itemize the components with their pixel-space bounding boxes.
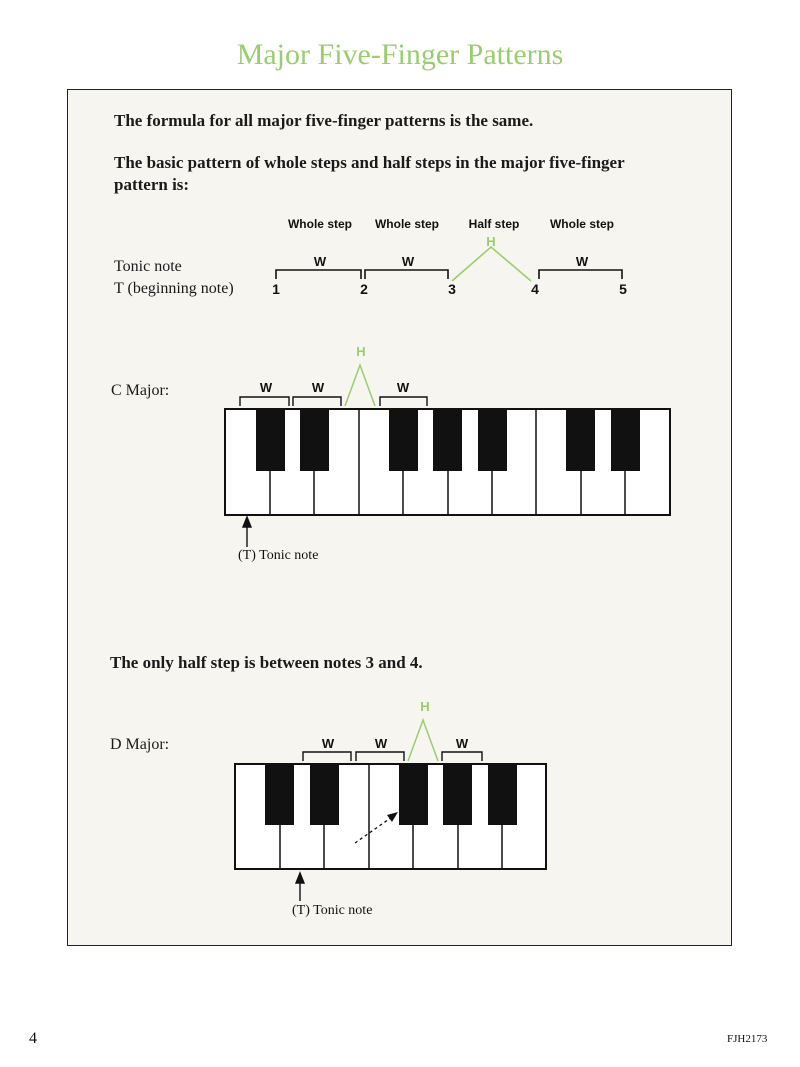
c-major-keyboard: [225, 409, 670, 515]
step-name-3: Half step: [468, 217, 520, 231]
number-4: 4: [531, 281, 539, 297]
d-mark-4: W: [455, 736, 469, 751]
c-major-half-peak: [345, 365, 375, 406]
page-title: Major Five-Finger Patterns: [236, 38, 564, 71]
number-2: 2: [360, 281, 368, 297]
step-name-4: Whole step: [549, 217, 614, 231]
formula-mark-half: H: [486, 234, 496, 249]
formula-bracket-2: [365, 270, 448, 279]
formula-brackets: [276, 270, 622, 279]
formula-bracket-1: [276, 270, 361, 279]
number-3: 3: [448, 281, 456, 297]
d-major-brackets: [303, 752, 482, 761]
half-step-prefix: The: [110, 653, 143, 672]
d-mark-2: W: [374, 736, 388, 751]
d-major-label: D Major:: [110, 736, 170, 753]
c-mark-2: W: [311, 380, 325, 395]
c-mark-4: W: [396, 380, 410, 395]
formula-mark-4: W: [575, 254, 589, 269]
d-mark-1: W: [321, 736, 335, 751]
formula-bracket-3: [539, 270, 622, 279]
d-major-half-peak: [408, 720, 438, 761]
intro-line-1: The formula for all major five-finger patterns is the same.: [114, 111, 534, 130]
c-mark-1: W: [259, 380, 273, 395]
d-tonic-arrow: [296, 873, 304, 901]
d-mark-half: H: [420, 699, 430, 714]
half-step-suffix: half step is between notes 3 and 4.: [173, 653, 423, 672]
intro-line-2b: pattern is:: [114, 175, 190, 194]
footer-code: FJH2173: [727, 1033, 768, 1045]
d-tonic-caption: (T) Tonic note: [292, 903, 373, 918]
formula-mark-1: W: [313, 254, 327, 269]
step-name-2: Whole step: [374, 217, 439, 231]
number-5: 5: [619, 281, 627, 297]
page-number: 4: [29, 1030, 37, 1047]
number-1: 1: [272, 281, 280, 297]
c-tonic-caption: (T) Tonic note: [238, 548, 319, 563]
tonic-note-sub: T (beginning note): [114, 280, 234, 297]
formula-mark-2: W: [401, 254, 415, 269]
intro-line-2a: The basic pattern of whole steps and half steps in the major five-finger: [114, 153, 625, 172]
c-major-label: C Major:: [111, 382, 170, 399]
c-tonic-arrow: [243, 517, 251, 547]
c-major-brackets: [240, 397, 427, 406]
formula-half-step-peak: [452, 247, 531, 281]
step-name-1: Whole step: [287, 217, 352, 231]
c-mark-half: H: [356, 344, 366, 359]
half-step-emphasis: only: [142, 653, 174, 672]
tonic-note-label: Tonic note: [114, 258, 182, 275]
